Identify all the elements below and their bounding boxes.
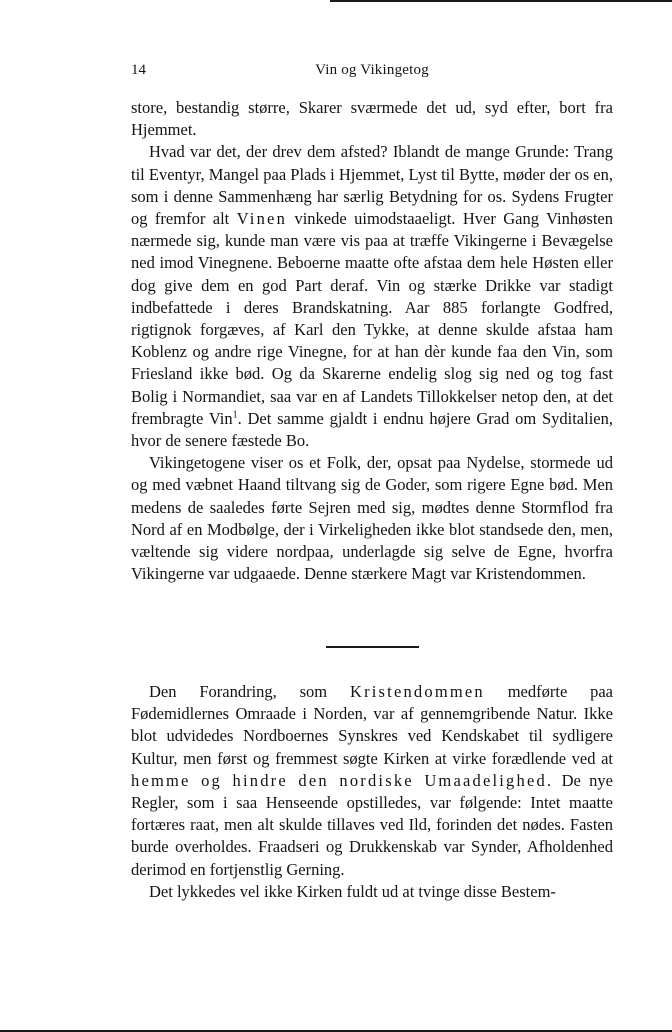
emphasized-word: Kristendommen (349, 682, 485, 701)
emphasized-phrase: hemme og hindre den nordiske Umaadelighed. (131, 770, 554, 790)
paragraph-text: Hvad var det, der drev dem afsted? Iblandt de mange Grunde: Trang til Eventyr, Mangel paa Plads i Hjemmet, Lyst til Bytte, møder der os en, som i denne Sammenhæng har særlig Betydning for os. Sydens Frugter og fremfor alt (131, 142, 613, 229)
paragraph-church-rules: Det lykkedes vel ikke Kirken fuldt ud at tvinge disse Bestem- (149, 881, 556, 901)
text-block-upper (131, 97, 613, 585)
paragraph-text: Den Forandring, som (149, 682, 350, 701)
paragraph-text: . Det samme gjaldt i endnu højere Grad om Syditalien, hvor de senere fæstede Bo. (131, 408, 613, 451)
page-number: 14 (131, 62, 146, 78)
paragraph-text: vinkede uimodstaaeligt. Hver Gang Vinhøsten nærmede sig, kunde man være vis paa at træffe Vikingerne i Bevægelse ned imod Vinegnene. Beboerne maatte ofte afstaa dem hele Høsten eller dog give dem en god Part deraf. Vin og stærke Drikke var stadigt indbefattede i deres Brandskatning. Aar 885 forlangte Godfred, rigtignok forgæves, af Karl den Tykke, at denne skulde afstaa ham Koblenz og andre rige Vinegne, for at han dèr kunde faa den Vin, som Friesland ikke bød. Og da Skarerne endelig slog sig ned og tog fast Bolig i Normandiet, saa var en af Landets Tillokkelser netop den, at det frembragte Vin (131, 209, 613, 428)
running-head (131, 62, 613, 82)
paragraph-continued: store, bestandig større, Skarer sværmede det ud, syd efter, bort fra Hjemmet. (131, 98, 613, 140)
top-edge-rule (330, 0, 672, 2)
paragraph-viking-raids: Vikingetogene viser os et Folk, der, opsat paa Nydelse, stormede ud og med væbnet Haand tiltvang sig de Goder, som rigere Egne bød. Men medens de saaledes førte Sejren med sig, mødtes denne Stormflod fra Nord af en Modbølge, der i Virkeligheden ikke blot standsede den, men, væltende sig videre nordpaa, underlagde sig selve de Egne, hvorfra Vikingerne var udgaaede. Denne stærkere Magt var Kristendommen. (131, 453, 613, 584)
paragraph-christianity (131, 681, 613, 881)
footnote-reference: 1 (232, 409, 238, 421)
emphasized-word: Vinen (236, 209, 288, 229)
running-title: Vin og Vikingetog (315, 62, 429, 78)
paragraph-text: medførte paa Fødemidlernes Omraade i Norden, var af gennemgribende Natur. Ikke blot udvidedes Nordboernes Synskres ved Kendskabet til sydligere Kultur, men først og fremmest søgte Kirken at virke forædlende ved at (131, 682, 613, 768)
paragraph-why-they-left (131, 141, 613, 452)
paragraph-text: De nye Regler, som i saa Henseende opstilledes, var følgende: Intet maatte fortæres raat, men alt skulde tillaves ved Ild, forinden det nødes. Fasten burde overholdes. Fraadseri og Drukkenskab var Synder, Afholdenhed derimod en fortjenstlig Gerning. (131, 770, 613, 879)
text-block-lower (131, 681, 613, 903)
section-divider (326, 646, 419, 648)
